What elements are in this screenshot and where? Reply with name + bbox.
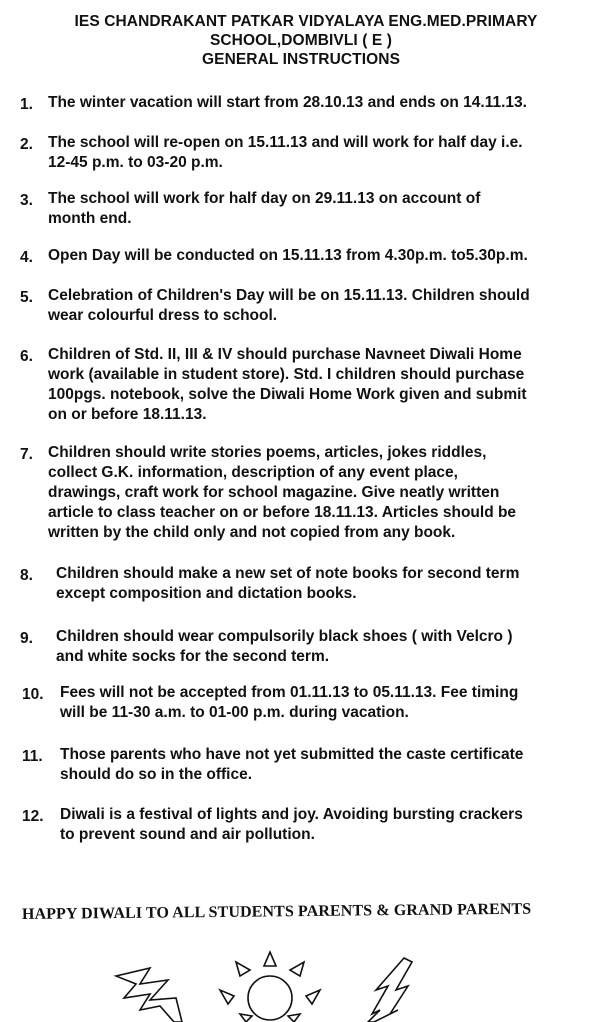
instruction-text [48, 133, 596, 173]
instruction-number: 11. [22, 748, 43, 765]
instruction-text [56, 564, 600, 604]
instruction-number: 4. [20, 249, 33, 266]
notice-title: GENERAL INSTRUCTIONS [201, 51, 401, 68]
instruction-line: 12-45 p.m. to 03-20 p.m. [48, 154, 223, 171]
instruction-line: The school will work for half day on 29.11.13 on account of [48, 190, 481, 207]
instruction-line: except composition and dictation books. [56, 585, 357, 602]
instruction-line: Open Day will be conducted on 15.11.13 from 4.30p.m. to5.30p.m. [48, 247, 528, 264]
instruction-number: 9. [20, 630, 33, 647]
lightning-bolt-icon [116, 968, 182, 1022]
instruction-text [48, 189, 596, 229]
instruction-line: Children should write stories poems, articles, jokes riddles, [48, 444, 487, 461]
instruction-text [48, 93, 596, 113]
instruction-number: 1. [20, 96, 33, 113]
instruction-text [48, 286, 596, 326]
instruction-line: Children of Std. II, III & IV should purchase Navneet Diwali Home [48, 346, 522, 363]
instruction-line: and white socks for the second term. [56, 648, 330, 665]
instruction-line: Those parents who have not yet submitted the caste certificate [60, 746, 524, 763]
instruction-line: Fees will not be accepted from 01.11.13 to 05.11.13. Fee timing [60, 684, 519, 701]
instruction-text [60, 683, 600, 723]
instruction-line: collect G.K. information, description of any event place, [48, 464, 458, 481]
instruction-line: month end. [48, 210, 132, 227]
instruction-number: 6. [20, 348, 33, 365]
instruction-text [48, 345, 596, 425]
instruction-line: Children should make a new set of note books for second term [56, 565, 520, 582]
instruction-text [56, 627, 600, 667]
instruction-number: 2. [20, 136, 33, 153]
school-location-line: SCHOOL,DOMBIVLI ( E ) [209, 32, 393, 49]
instruction-number: 8. [20, 567, 33, 584]
instruction-line: 100pgs. notebook, solve the Diwali Home Work given and submit [48, 386, 527, 403]
instruction-line: to prevent sound and air pollution. [60, 826, 315, 843]
instruction-line: will be 11-30 a.m. to 01-00 p.m. during vacation. [60, 704, 409, 721]
school-name-line: IES CHANDRAKANT PATKAR VIDYALAYA ENG.MED.PRIMARY [74, 13, 538, 30]
instruction-line: on or before 18.11.13. [48, 406, 207, 423]
instruction-number: 7. [20, 446, 33, 463]
instruction-number: 10. [22, 686, 44, 703]
instruction-line: article to class teacher on or before 18.11.13. Articles should be [48, 504, 517, 521]
instruction-line: Diwali is a festival of lights and joy. Avoiding bursting crackers [60, 806, 523, 823]
instruction-number: 12. [22, 808, 44, 825]
instruction-text [60, 745, 600, 785]
instruction-line: The winter vacation will start from 28.10.13 and ends on 14.11.13. [48, 94, 527, 111]
instruction-number: 3. [20, 192, 33, 209]
instruction-line: The school will re-open on 15.11.13 and will work for half day i.e. [48, 134, 523, 151]
decoration-art [0, 940, 600, 1022]
instruction-line: should do so in the office. [60, 766, 253, 783]
lightning-bolt-icon [368, 958, 412, 1022]
instruction-line: Children should wear compulsorily black shoes ( with Velcro ) [56, 628, 513, 645]
instruction-line: drawings, craft work for school magazine. Give neatly written [48, 484, 500, 501]
instruction-text [48, 246, 596, 266]
diwali-greeting: HAPPY DIWALI TO ALL STUDENTS PARENTS & GRAND PARENTS [21, 900, 532, 923]
instruction-line: Celebration of Children's Day will be on 15.11.13. Children should [48, 287, 530, 304]
instruction-text [60, 805, 600, 845]
instruction-line: work (available in student store). Std. I children should purchase [48, 366, 525, 383]
sun-icon [220, 952, 320, 1022]
instruction-text [48, 443, 596, 543]
instruction-line: wear colourful dress to school. [48, 307, 278, 324]
instruction-line: written by the child only and not copied from any book. [48, 524, 456, 541]
notice-header [0, 12, 600, 69]
instruction-number: 5. [20, 289, 33, 306]
